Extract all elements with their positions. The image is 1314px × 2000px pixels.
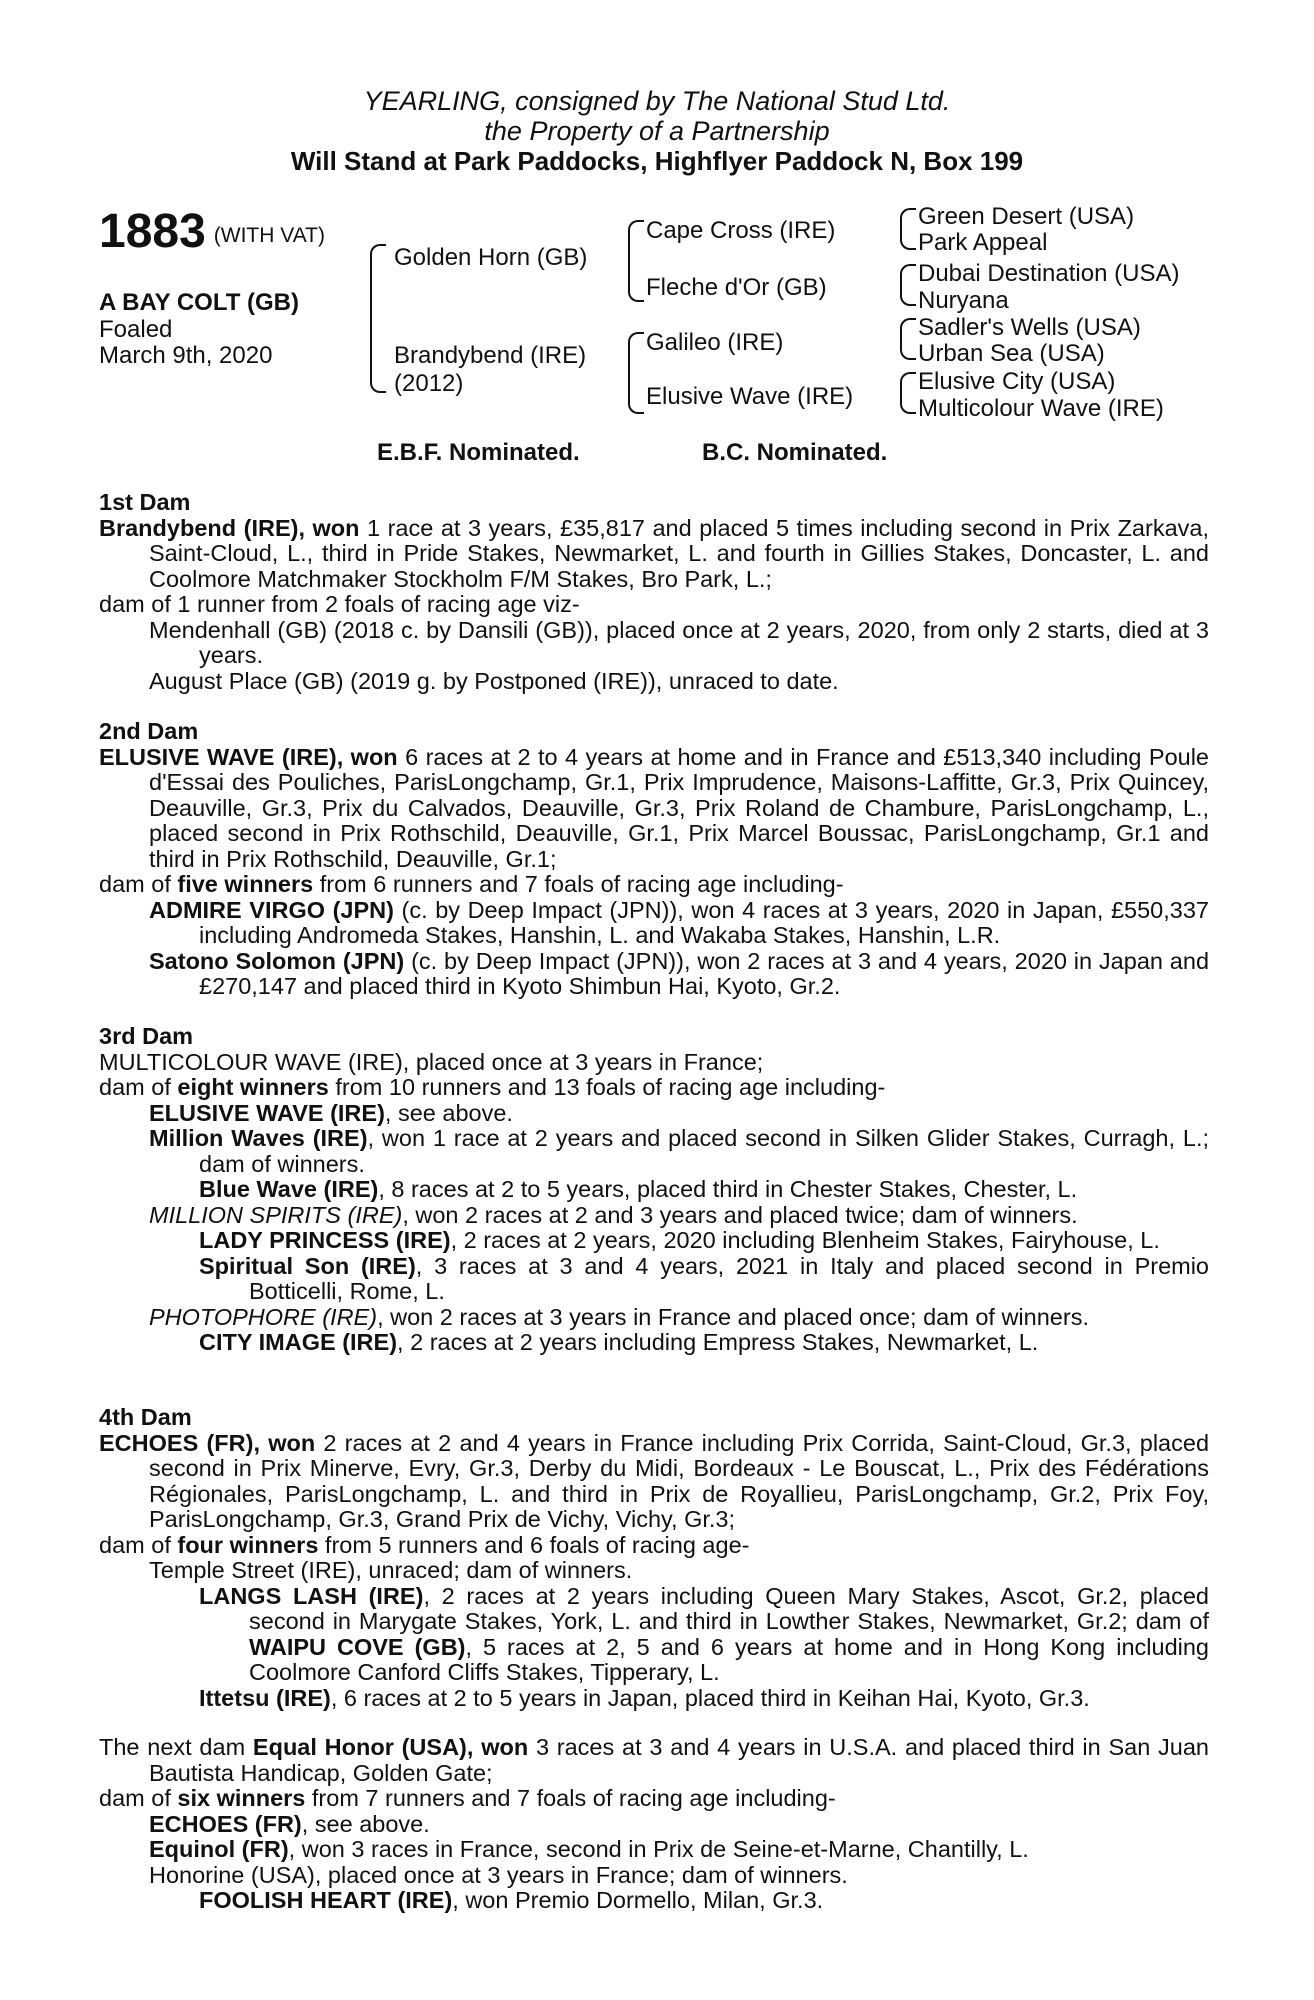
bc-nomination: B.C. Nominated. — [702, 439, 888, 466]
admire-virgo-record: (c. by Deep Impact (JPN)), won 4 races at 3 years, 2020 in Japan, £550,337 including Andromeda Stakes, Hanshin, L. and Wakaba Stakes, Hanshin, L.R. — [199, 896, 1209, 948]
foolish-heart-text: , won Premio Dormello, Milan, Gr.3. — [452, 1887, 824, 1913]
pedigree-brace-dd — [900, 372, 916, 414]
photophore-text: , won 2 races at 3 years in France and placed once; dam of winners. — [377, 1303, 1089, 1330]
sire-sire-sire: Green Desert (USA) — [918, 203, 1135, 230]
lady-princess-text: , 2 races at 2 years, 2020 including Blenheim Stakes, Fairyhouse, L. — [450, 1227, 1160, 1253]
dam-sire: Galileo (IRE) — [646, 329, 784, 356]
first-dam-name: Brandybend (IRE) — [99, 514, 299, 541]
next-dam-section: The next dam Equal Honor (USA), won 3 races at 3 and 4 years in U.S.A. and placed third in San Juan Bautista Handicap, Golden Gate; dam of six winners from 7 runners and 7 foals of racing age including- ECHOES (FR), see above. Equinol (FR), won 3 races in France, second in Prix de Seine-et-Marne, Chantilly, L. Honorine (USA), placed once at 3 years in France; dam of winners. FOOLISH HEART (IRE), won Premio Dormello, Milan, Gr.3. — [99, 1734, 1209, 1913]
third-dam-winners: eight winners — [177, 1074, 329, 1100]
lot-title: A BAY COLT (GB) — [99, 289, 300, 316]
pedigree-brace-sire — [628, 220, 644, 302]
foaled-label: Foaled — [99, 316, 173, 343]
fourth-dam-section: 4th Dam ECHOES (FR), won 2 races at 2 and 4 years in France including Prix Corrida, Saint-Cloud, Gr.3, placed second in Prix Minerve, Evry, Gr.3, Derby du Midi, Bordeaux - Le Bouscat, L., Prix des Fédérations Régionales, ParisLongchamp, L. and third in Prix de Royallieu, ParisLongchamp, Gr.2, Prix Foy, ParisLongchamp, Gr.3, Grand Prix de Vichy, Vichy, Gr.3; dam of four winners from 5 runners and 6 foals of racing age- Temple Street (IRE), unraced; dam of winners. LANGS LASH (IRE), 2 races at 2 years including Queen Mary Stakes, Ascot, Gr.2, placed second in Marygate Stakes, York, L. and third in Lowther Stakes, Newmarket, Gr.2; dam of WAIPU COVE (GB), 5 races at 2, 5 and 6 years at home and in Hong Kong including Coolmore Canford Cliffs Stakes, Tipperary, L. Ittetsu (IRE), 6 races at 2 to 5 years in Japan, placed third in Keihan Hai, Kyoto, Gr.3. — [99, 1404, 1210, 1711]
next-dam-summary-pre: dam of — [99, 1785, 171, 1811]
photophore-name: PHOTOPHORE (IRE) — [149, 1303, 378, 1330]
third-dam-summary-pre: dam of — [99, 1074, 171, 1100]
second-dam-summary-post: from 6 runners and 7 foals of racing age including- — [319, 871, 844, 897]
pedigree-brace-ds — [900, 318, 916, 360]
sire-dam: Fleche d'Or (GB) — [646, 274, 827, 301]
dam-year: (2012) — [394, 370, 464, 397]
honorine: Honorine (USA), placed once at 3 years in France; dam of winners. — [149, 1861, 848, 1888]
second-dam-section: 2nd Dam ELUSIVE WAVE (IRE), won 6 races at 2 to 4 years at home and in France and £513,340 including Poule d'Essai des Pouliches, ParisLongchamp, Gr.1, Prix Imprudence, Maisons-Laffitte, Gr.3, Prix Quincey, Deauville, Gr.3, Prix du Calvados, Deauville, Gr.3, Prix Roland de Chambure, ParisLongchamp, L., placed second in Prix Rothschild, Deauville, Gr.1, Prix Marcel Boussac, ParisLongchamp, Gr.1 and third in Prix Rothschild, Deauville, Gr.1; dam of five winners from 6 runners and 7 foals of racing age including- ADMIRE VIRGO (JPN) (c. by Deep Impact (JPN)), won 4 races at 3 years, 2020 in Japan, £550,337 including Andromeda Stakes, Hanshin, L. and Wakaba Stakes, Hanshin, L.R. Satono Solomon (JPN) (c. by Deep Impact (JPN)), won 2 races at 3 and 4 years, 2020 in Japan and £270,147 and placed third in Kyoto Shimbun Hai, Kyoto, Gr.2. — [99, 718, 1210, 999]
second-dam-record: 6 races at 2 to 4 years at home and in France and £513,340 including Poule d'Essai des Pouliches, ParisLongchamp, Gr.1, Prix Imprudence, Maisons-Laffitte, Gr.3, Prix Quincey, Deauville, Gr.3, Prix du Calvados, Deauville, Gr.3, Prix Roland de Chambure, ParisLongchamp, L., placed second in Prix Rothschild, Deauville, Gr.1, Prix Marcel Boussac, ParisLongchamp, Gr.1 and third in Prix Rothschild, Deauville, Gr.1; — [149, 743, 1209, 872]
temple-street: Temple Street (IRE), unraced; dam of winners. — [149, 1557, 633, 1583]
third-dam-summary-post: from 10 runners and 13 foals of racing age including- — [335, 1074, 886, 1100]
satono-solomon-name: Satono Solomon (JPN) — [149, 947, 405, 974]
satono-solomon-record: (c. by Deep Impact (JPN)), won 2 races at 3 and 4 years, 2020 in Japan and £270,147 and placed third in Kyoto Shimbun Hai, Kyoto, Gr.2. — [199, 947, 1210, 999]
second-dam-winners: five winners — [177, 871, 314, 897]
first-dam-summary: dam of 1 runner from 2 foals of racing age viz- — [99, 591, 580, 617]
fourth-dam-record: 2 races at 2 and 4 years in France including Prix Corrida, Saint-Cloud, Gr.3, placed second in Prix Minerve, Evry, Gr.3, Derby du Midi, Bordeaux - Le Bouscat, L., Prix des Fédérations Régionales, ParisLongchamp, L. and third in Prix de Royallieu, ParisLongchamp, Gr.2, Prix Foy, ParisLongchamp, Gr.3, Grand Prix de Vichy, Vichy, Gr.3; — [149, 1429, 1210, 1532]
spiritual-son-text: , 3 races at 3 and 4 years, 2021 in Italy and placed second in Premio Botticelli, Rome, L. — [249, 1252, 1210, 1304]
million-spirits-name: MILLION SPIRITS (IRE) — [149, 1201, 403, 1228]
second-dam-won: won — [350, 743, 398, 770]
city-image-name: CITY IMAGE (IRE) — [199, 1329, 398, 1355]
blue-wave-name: Blue Wave (IRE) — [199, 1176, 379, 1202]
property-line: the Property of a Partnership — [484, 116, 830, 146]
city-image-text: , 2 races at 2 years including Empress Stakes, Newmarket, L. — [397, 1329, 1039, 1355]
sire-sire-dam: Park Appeal — [918, 229, 1048, 256]
waipu-cove-name: WAIPU COVE (GB) — [249, 1633, 466, 1660]
fourth-dam-name: ECHOES (FR) — [99, 1429, 254, 1456]
equinol-text: , won 3 races in France, second in Prix de Seine-et-Marne, Chantilly, L. — [288, 1836, 1029, 1862]
location-line: Will Stand at Park Paddocks, Highflyer Paddock N, Box 199 — [290, 146, 1024, 176]
second-dam-summary-pre: dam of — [99, 871, 171, 897]
waipu-cove-text: , 5 races at 2, 5 and 6 years at home and in Hong Kong including Coolmore Canford Cliffs Stakes, Tipperary, L. — [249, 1633, 1209, 1685]
ittetsu-text: , 6 races at 2 to 5 years in Japan, placed third in Keihan Hai, Kyoto, Gr.3. — [330, 1684, 1090, 1711]
blue-wave-text: , 8 races at 2 to 5 years, placed third in Chester Stakes, Chester, L. — [378, 1176, 1078, 1202]
sire-dam-sire: Dubai Destination (USA) — [918, 260, 1180, 287]
consignor-line: YEARLING, consigned by The National Stud Ltd. — [363, 86, 951, 116]
produce-mendenhall: Mendenhall (GB) (2018 c. by Dansili (GB)), placed once at 2 years, 2020, from only 2 starts, died at 3 years. — [149, 616, 1209, 668]
spiritual-son-name: Spiritual Son (IRE) — [199, 1252, 416, 1279]
sire: Golden Horn (GB) — [394, 244, 588, 271]
second-dam-name: ELUSIVE WAVE (IRE) — [99, 743, 337, 770]
dam: Brandybend (IRE) — [394, 342, 587, 369]
elusive-wave-text: , see above. — [384, 1099, 513, 1126]
ebf-nomination: E.B.F. Nominated. — [377, 439, 580, 466]
lot-number-block — [99, 205, 325, 263]
admire-virgo-name: ADMIRE VIRGO (JPN) — [149, 896, 394, 923]
pedigree-brace-sd — [900, 264, 916, 306]
pedigree-brace-ss — [900, 208, 916, 250]
second-dam-heading: 2nd Dam — [99, 718, 199, 744]
fourth-dam-winners: four winners — [177, 1531, 319, 1558]
dam-sire-sire: Sadler's Wells (USA) — [918, 314, 1141, 341]
next-dam-won: won — [481, 1734, 529, 1760]
dam-dam-sire: Elusive City (USA) — [918, 368, 1116, 395]
foaled-date: March 9th, 2020 — [99, 342, 273, 369]
sire-dam-dam: Nuryana — [918, 287, 1009, 314]
fourth-dam-summary-post: from 5 runners and 6 foals of racing age- — [324, 1531, 750, 1558]
elusive-wave-name: ELUSIVE WAVE (IRE) — [149, 1099, 385, 1126]
fourth-dam-won: won — [268, 1429, 316, 1456]
echoes-text: , see above. — [301, 1810, 430, 1837]
first-dam-won: won — [312, 514, 360, 541]
dam-dam-dam: Multicolour Wave (IRE) — [918, 395, 1164, 422]
next-dam-pre: The next dam — [99, 1734, 246, 1760]
langs-lash-name: LANGS LASH (IRE) — [199, 1582, 424, 1609]
dam-dam: Elusive Wave (IRE) — [646, 383, 854, 410]
langs-lash-text: , 2 races at 2 years including Queen Mary Stakes, Ascot, Gr.2, placed second in Marygate Stakes, York, L. and third in Lowther Stakes, Newmarket, Gr.2; dam of — [249, 1582, 1209, 1634]
lady-princess-name: LADY PRINCESS (IRE) — [199, 1227, 451, 1253]
first-dam-record: 1 race at 3 years, £35,817 and placed 5 times including second in Prix Zarkava, Saint-Cloud, L., third in Pride Stakes, Newmarket, L. and fourth in Gillies Stakes, Doncaster, L. and Coolmore Matchmaker Stockholm F/M Stakes, Bro Park, L.; — [149, 514, 1209, 592]
next-dam-name: Equal Honor (USA) — [252, 1734, 467, 1760]
produce-august-place: August Place (GB) (2019 g. by Postponed (IRE)), unraced to date. — [149, 667, 839, 694]
echoes-name: ECHOES (FR) — [149, 1810, 302, 1837]
third-dam-line: MULTICOLOUR WAVE (IRE), placed once at 3 years in France; — [99, 1048, 764, 1075]
sire-sire: Cape Cross (IRE) — [646, 217, 836, 244]
first-dam-heading: 1st Dam — [99, 489, 191, 515]
next-dam-record: 3 races at 3 and 4 years in U.S.A. and placed third in San Juan Bautista Handicap, Golden Gate; — [149, 1734, 1209, 1786]
dam-sire-dam: Urban Sea (USA) — [918, 340, 1105, 367]
next-dam-winners: six winners — [177, 1785, 306, 1811]
equinol-name: Equinol (FR) — [149, 1836, 289, 1862]
fourth-dam-heading: 4th Dam — [99, 1404, 192, 1430]
pedigree-brace-dam — [628, 332, 644, 414]
next-dam-summary-post: from 7 runners and 7 foals of racing age including- — [311, 1785, 836, 1811]
ittetsu-name: Ittetsu (IRE) — [199, 1684, 331, 1711]
lot-number: 1883 — [99, 205, 206, 258]
pedigree-brace-main — [370, 244, 386, 393]
third-dam-heading: 3rd Dam — [99, 1023, 194, 1049]
vat-label: (WITH VAT) — [213, 224, 325, 247]
first-dam-section: 1st Dam Brandybend (IRE), won 1 race at 3 years, £35,817 and placed 5 times including second in Prix Zarkava, Saint-Cloud, L., third in Pride Stakes, Newmarket, L. and fourth in Gillies Stakes, Doncaster, L. and Coolmore Matchmaker Stockholm F/M Stakes, Bro Park, L.; dam of 1 runner from 2 foals of racing age viz- Mendenhall (GB) (2018 c. by Dansili (GB)), placed once at 2 years, 2020, from only 2 starts, died at 3 years. August Place (GB) (2019 g. by Postponed (IRE)), unraced to date. — [99, 489, 1209, 694]
million-waves-text: , won 1 race at 2 years and placed second in Silken Glider Stakes, Curragh, L.; dam of winners. — [199, 1125, 1210, 1177]
million-spirits-text: , won 2 races at 2 and 3 years and placed twice; dam of winners. — [402, 1201, 1078, 1228]
foolish-heart-name: FOOLISH HEART (IRE) — [199, 1887, 453, 1913]
million-waves-name: Million Waves (IRE) — [149, 1125, 368, 1151]
third-dam-section — [99, 1024, 1209, 1356]
fourth-dam-summary-pre: dam of — [99, 1531, 171, 1558]
